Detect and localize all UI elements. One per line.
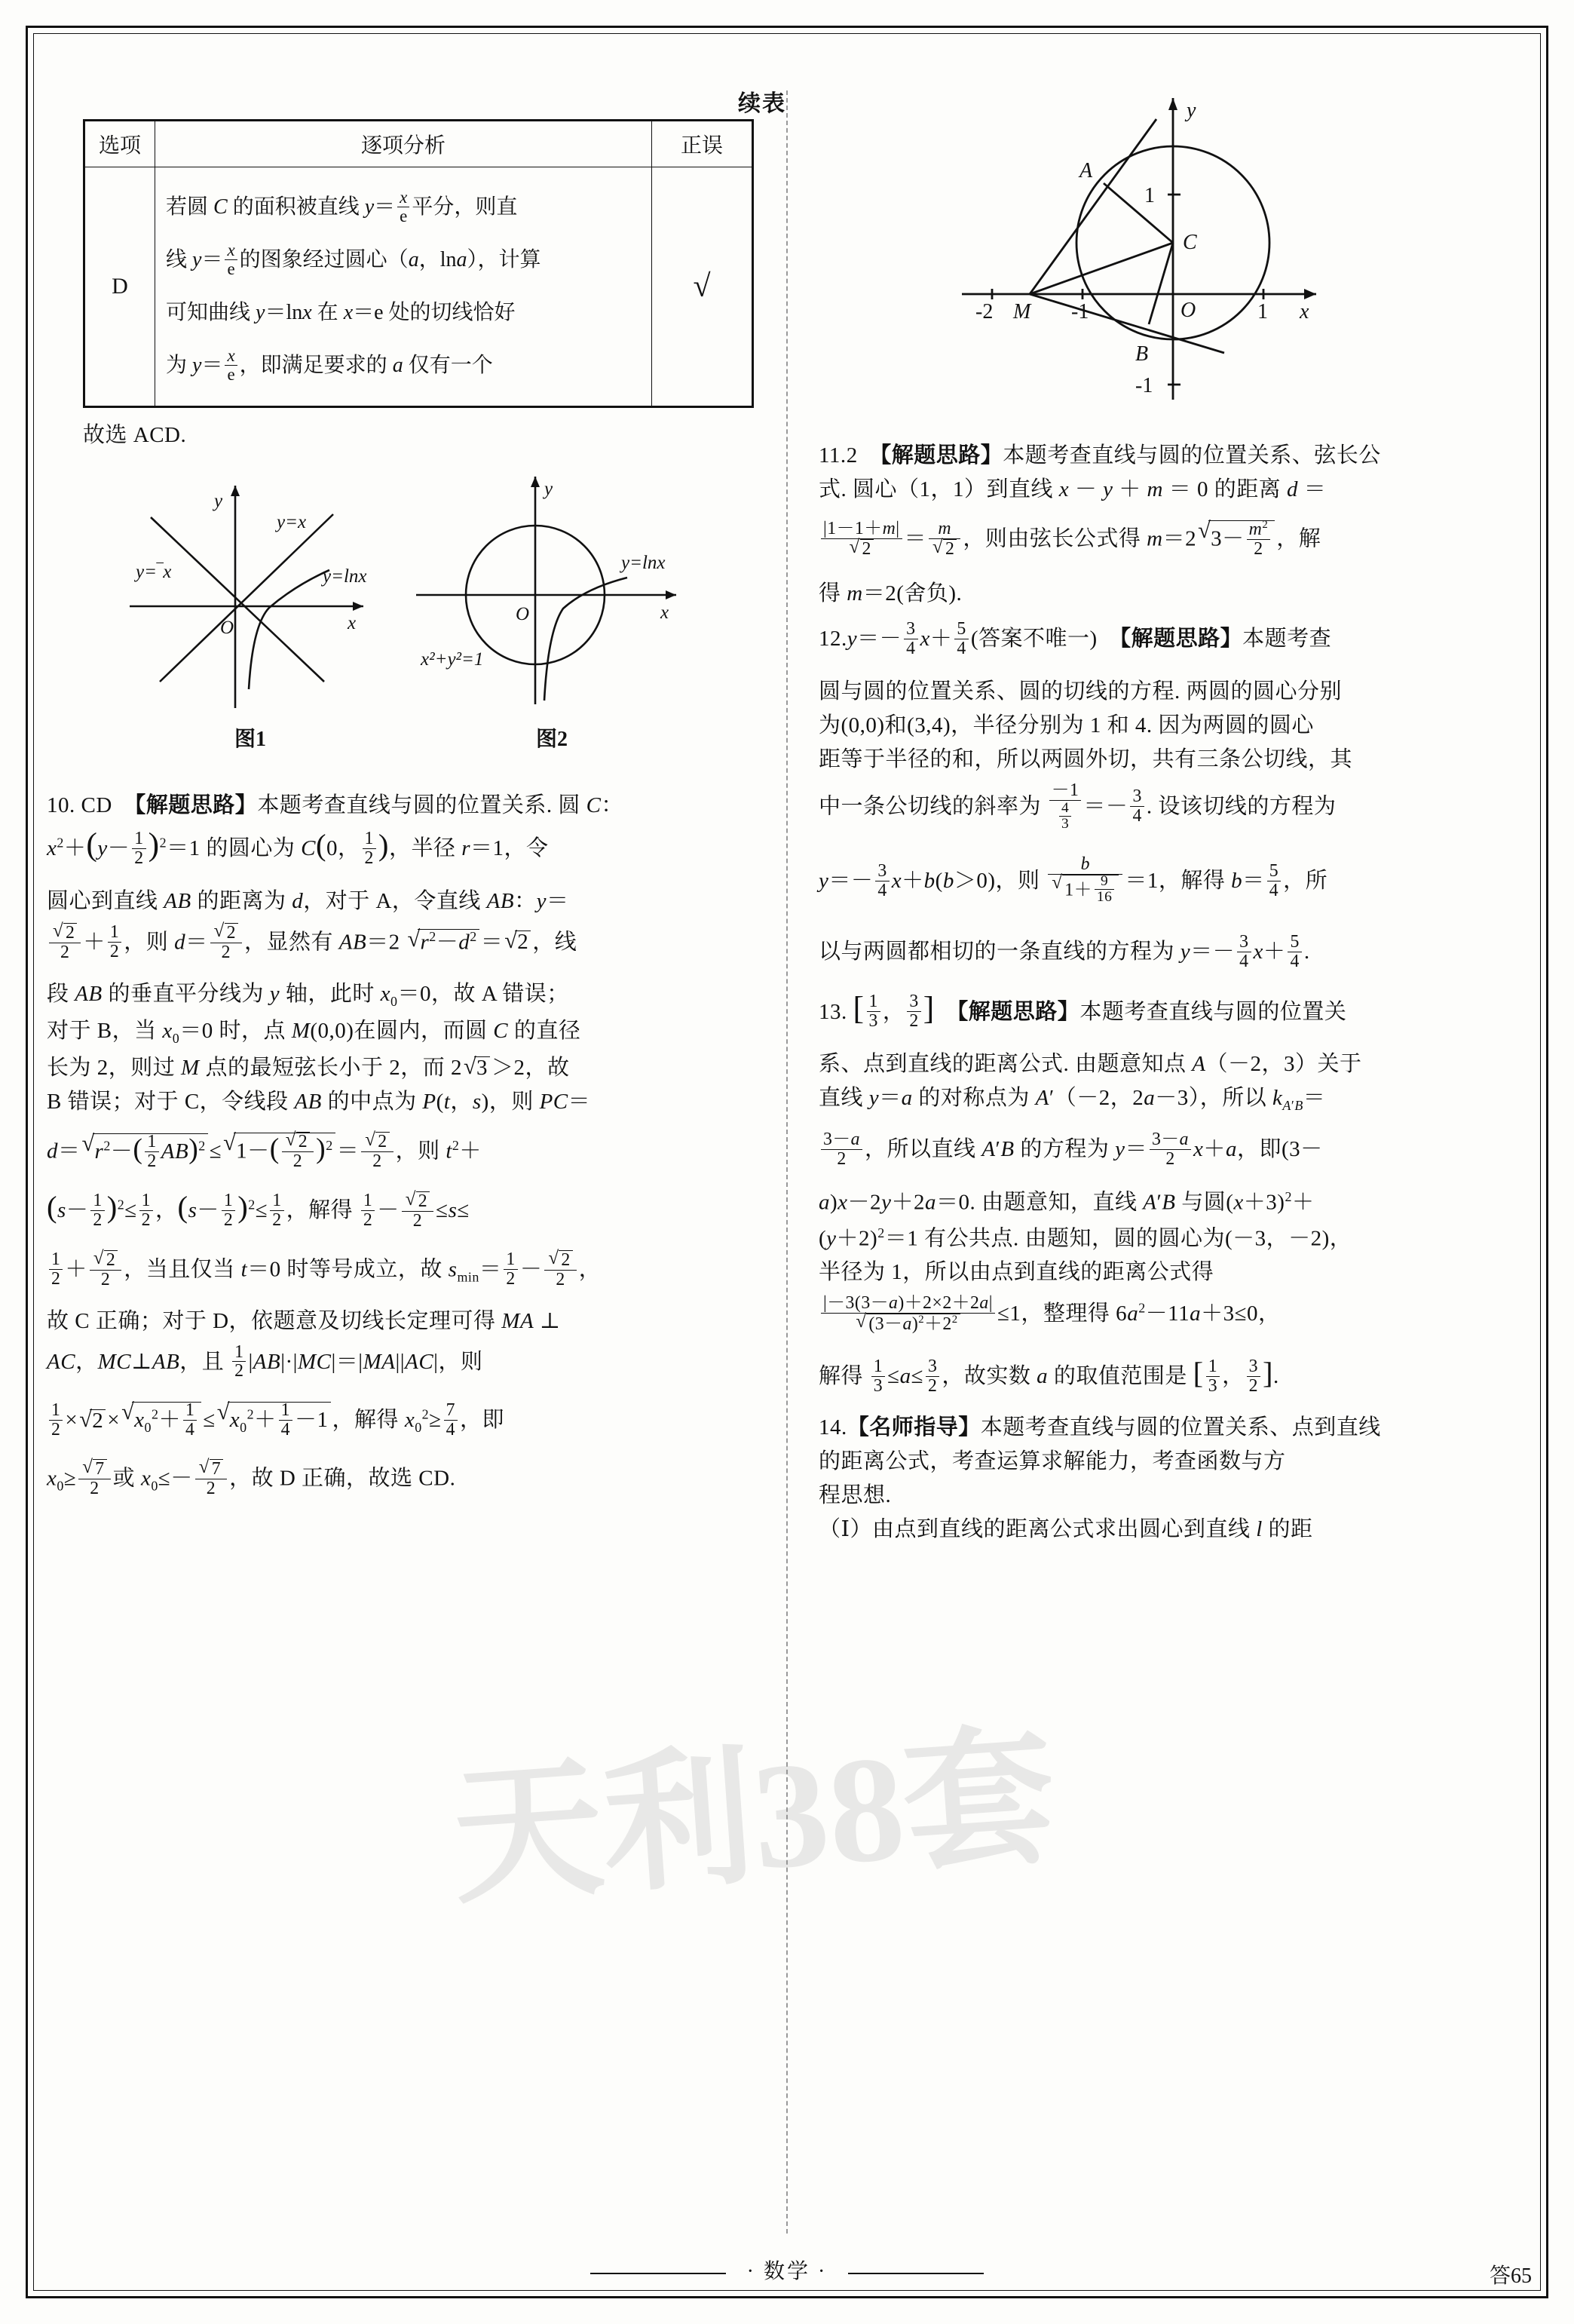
label-origin: O bbox=[220, 618, 234, 638]
analysis-line: 为 y＝ $\frac{x}{e}$ ，即满足要求的 a 仅有一个 bbox=[166, 345, 493, 385]
label-axis-y: y bbox=[1187, 99, 1196, 122]
y-tick-minus-1: -1 bbox=[1135, 374, 1153, 397]
p13-line: $(y+2)^2=1$ 有公共点. 由题知，圆的圆心为(－3，－2)， bbox=[819, 1225, 1352, 1251]
p12-tag: 【解题思路】 bbox=[1109, 627, 1243, 652]
p14-tag: 【名师指导】 bbox=[847, 1415, 981, 1440]
analysis-line: 线 y＝ $\frac{x}{e}$ 的图象经过圆心（a，lna），计算 bbox=[166, 240, 541, 279]
label-axis-x: x bbox=[660, 602, 669, 623]
footer-subject: · 数学 · bbox=[746, 2260, 828, 2283]
label-origin: O bbox=[1180, 299, 1196, 322]
p10-answer: CD bbox=[81, 793, 112, 817]
option-analysis-table bbox=[83, 119, 754, 408]
p13-line: 13. [ $\frac{1}{3}$ ， $\frac{3}{2}$ ] 【解题思路】本题考查直线与圆的位置关 bbox=[819, 989, 1347, 1032]
label-y-equals-lnx: y=lnx bbox=[621, 553, 666, 573]
label-point-c: C bbox=[1183, 231, 1197, 254]
right-column bbox=[819, 75, 1550, 1553]
p13-line: 直线 y＝a 的对称点为 A′（－2，2a－3），所以 $k_{A'B}=$ bbox=[819, 1086, 1326, 1114]
p10-line: AC，MC⊥AB，且 $\frac{1}{2}$ |AB|·|MC|＝|MA||AC|，则 bbox=[47, 1341, 483, 1381]
column-divider bbox=[786, 90, 788, 2234]
label-axis-x: x bbox=[1300, 300, 1309, 323]
p10-line: 长为 2，则过 M 点的最短弦长小于 2，而 2 √ 3 ＞2，故 bbox=[47, 1056, 778, 1079]
label-y-equals-lnx: y=lnx bbox=[323, 566, 367, 587]
p10-tag: 【解题思路】 bbox=[124, 793, 258, 817]
problem-12 bbox=[819, 618, 1550, 973]
label-origin: O bbox=[516, 604, 530, 624]
p10-line: 圆心到直线 AB 的距离为 d，对于 A，令直线 AB：y＝ bbox=[47, 888, 569, 913]
p10-line: 10. CD 【解题思路】本题考查直线与圆的位置关系. 圆 C： bbox=[47, 793, 623, 817]
p11-number: 11. bbox=[819, 443, 847, 468]
table-header-row bbox=[84, 121, 753, 167]
analysis-line: 可知曲线 y＝lnx 在 x＝e 处的切线恰好 bbox=[166, 301, 516, 324]
check-icon: √ bbox=[693, 269, 711, 304]
figure-2 bbox=[401, 463, 703, 753]
p10-line: B 错误；对于 C，令线段 AB 的中点为 P(t，s)，则 PC＝ bbox=[47, 1090, 591, 1114]
cell-analysis-d bbox=[155, 167, 652, 407]
p12-line: 距等于半径的和，所以两圆外切，共有三条公切线，其 bbox=[819, 747, 1353, 771]
cell-verdict-d bbox=[652, 167, 753, 407]
figure-2-graph bbox=[401, 463, 703, 719]
p11-line: 得 m＝2(舍负). bbox=[819, 581, 963, 606]
label-axis-y: y bbox=[544, 479, 553, 499]
p11-line: 11.2 【解题思路】本题考查直线与圆的位置关系、弦长公 bbox=[819, 443, 1381, 468]
p12-line: 为(0,0)和(3,4)，半径分别为 1 和 4. 因为两圆的圆心 bbox=[819, 713, 1314, 737]
problem-11 bbox=[819, 445, 1550, 605]
problem-14 bbox=[819, 1417, 1550, 1541]
p10-line: d＝ √ $r^2-$( $\frac{1}{2}$ AB)$^2$ ≤ √ 1－( √ $\frac{2}{2}$ )$^2$ ＝ √ $\frac{2}{2}$ ，则 $t^2+$ bbox=[47, 1133, 778, 1173]
p10-line: (s－ $\frac{1}{2}$ )$^2$≤ $\frac{1}{2}$ ，(s－ $\frac{1}{2}$ )$^2$≤ $\frac{1}{2}$ ，解得 $\frac{1}{2}$ － √ $\frac{2}{2}$ ≤s≤ bbox=[47, 1192, 778, 1231]
p10-line: √ $\frac{2}{2}$ ＋ $\frac{1}{2}$ ，则 d＝ √ $\frac{2}{2}$ ，显然有 AB＝2 √ $r^2-d^2$ ＝ √ 2 ，线 bbox=[47, 924, 778, 964]
p12-line: 中一条公切线的斜率为 $\frac{-1}{\frac{4}{3}}$ ＝－ $\frac{3}{4}$ . 设该切线的方程为 bbox=[819, 780, 1337, 832]
watermark: 天利38套 bbox=[446, 1713, 1061, 1923]
footer-rule-right bbox=[848, 2273, 984, 2274]
p10-line: 故 C 正确；对于 D，依题意及切线长定理可得 MA ⊥ bbox=[47, 1308, 561, 1333]
p10-line: 对于 B，当 $x_0=0$ 时，点 M(0,0)在圆内，而圆 C 的直径 bbox=[47, 1018, 581, 1046]
p10-line: $\frac{1}{2}$ ＋ √ $\frac{2}{2}$ ，当且仅当 t＝0 时等号成立，故 $s_{min}=$ $\frac{1}{2}$ － √ $\frac{2}{2}$ ， bbox=[47, 1252, 778, 1291]
conclusion-acd: 故选 ACD. bbox=[83, 423, 187, 447]
p14-line: （Ⅰ）由点到直线的距离公式求出圆心到直线 l 的距 bbox=[819, 1517, 1313, 1542]
figure-2-caption: 图2 bbox=[535, 728, 568, 751]
x-tick-minus-2: -2 bbox=[975, 300, 994, 323]
th-analysis: 逐项分析 bbox=[155, 121, 652, 167]
p12-line: 圆与圆的位置关系、圆的切线的方程. 两圆的圆心分别 bbox=[819, 679, 1343, 704]
th-verdict: 正误 bbox=[652, 121, 753, 167]
p14-number: 14. bbox=[819, 1415, 847, 1440]
p10-line: $\frac{1}{2}$ × √ 2 × √ $x_0^2+$ $\frac{1}{4}$ ≤ √ $x_0^2+$ $\frac{1}{4}$ －1 ，解得 $x_0^2\ge$ $\frac{7}{4}$ ，即 bbox=[47, 1402, 778, 1441]
label-y-equals-x: y=x bbox=[277, 512, 307, 532]
label-axis-y: y bbox=[214, 491, 223, 511]
footer-rule-left bbox=[590, 2273, 726, 2274]
p13-number: 13. bbox=[819, 999, 847, 1024]
left-column bbox=[47, 113, 778, 1512]
x-tick-minus-1: -1 bbox=[1071, 300, 1089, 323]
cell-option-d: D bbox=[84, 167, 155, 407]
p13-tag: 【解题思路】 bbox=[946, 999, 1080, 1024]
p13-line: 解得 $\frac{1}{3}$ ≤a≤ $\frac{3}{2}$ ，故实数 a 的取值范围是 [ $\frac{1}{3}$ ， $\frac{3}{2}$ ]. bbox=[819, 1356, 1279, 1397]
p14-line: 程思想. bbox=[819, 1483, 892, 1508]
label-axis-x: x bbox=[348, 613, 357, 633]
label-point-m: M bbox=[1013, 300, 1031, 323]
page-footer bbox=[0, 2255, 1574, 2285]
p14-line: 14.【名师指导】本题考查直线与圆的位置关系、点到直线 bbox=[819, 1415, 1381, 1440]
page-number: 答65 bbox=[1490, 2264, 1533, 2288]
table-row bbox=[84, 167, 753, 407]
p13-line: $\frac{3-a}{2}$ ，所以直线 A′B 的方程为 y＝ $\frac{3-a}{2}$ x＋a，即(3－ bbox=[819, 1132, 1550, 1170]
th-option: 选项 bbox=[84, 121, 155, 167]
p13-line: a)x－2y＋2a＝0. 由题意知，直线 A′B 与圆$(x+3)^2+$ bbox=[819, 1189, 1315, 1215]
p13-line: 半径为 1，所以由点到直线的距离公式得 bbox=[819, 1260, 1214, 1285]
p12-line: 12.y＝－ $\frac{3}{4}$ x＋ $\frac{5}{4}$ (答案不唯一) 【解题思路】本题考查 bbox=[819, 618, 1332, 658]
geometry-figure-graph bbox=[947, 75, 1339, 430]
p10-line: $x_0\ge$ √ $\frac{7}{2}$ 或 $x_0\le-$ √ $\frac{7}{2}$ ，故 D 正确，故选 CD. bbox=[47, 1461, 778, 1500]
label-point-b: B bbox=[1135, 342, 1149, 366]
label-point-a: A bbox=[1079, 159, 1093, 182]
continued-table-label: 续表 bbox=[738, 91, 786, 116]
p12-line: y＝－ $\frac{3}{4}$ x＋b(b＞0)，则 b √ 1＋ $\frac{9}{16}$ ＝1，解得 b＝ $\frac{5}{4}$ ，所 bbox=[819, 857, 1550, 909]
p13-line: 系、点到直线的距离公式. 由题意知点 A（－2，3）关于 bbox=[819, 1052, 1362, 1077]
figure-1-graph bbox=[115, 463, 386, 719]
p10-line: 段 AB 的垂直平分线为 y 轴，此时 $x_0=0$，故 A 错误； bbox=[47, 981, 569, 1009]
figure-1 bbox=[115, 463, 386, 753]
p11-tag: 【解题思路】 bbox=[869, 443, 1003, 468]
geometry-figure bbox=[947, 75, 1550, 430]
figure-1-caption: 图1 bbox=[234, 728, 266, 751]
p10-line: $x^2+(y-$ $\frac{1}{2}$ )$^2$＝1 的圆心为 C(0， $\frac{1}{2}$ )，半径 r＝1，令 bbox=[47, 826, 549, 868]
x-tick-1: 1 bbox=[1257, 300, 1268, 323]
problem-13 bbox=[819, 989, 1550, 1398]
p12-number: 12. bbox=[819, 627, 847, 652]
p11-answer: 2 bbox=[846, 443, 858, 468]
p12-line: 以与两圆都相切的一条直线的方程为 y＝－ $\frac{3}{4}$ x＋ $\frac{5}{4}$ . bbox=[819, 931, 1310, 971]
p10-number: 10. bbox=[47, 793, 75, 817]
p11-line: 式. 圆心（1，1）到直线 x － y ＋ m ＝ 0 的距离 d ＝ bbox=[819, 477, 1327, 501]
p11-line: |1－1＋m| √ 2 ＝ m √ 2 ，则由弦长公式得 m＝2 √ 3－ $\frac{m^2}{2}$ ，解 bbox=[819, 520, 1550, 560]
problem-10 bbox=[47, 795, 778, 1500]
label-y-equals-minus-x: y=‾x bbox=[136, 562, 172, 582]
label-circle-equation: x²+y²=1 bbox=[421, 649, 484, 670]
figures-row bbox=[47, 463, 778, 787]
p13-line: |－3(3－a)＋2×2＋2a| √ $(3-a)^2+2^2$ ≤1，整理得 $6a^2-11a+3\le 0$， bbox=[819, 1295, 1550, 1335]
analysis-line: 若圆 C 的面积被直线 y＝ $\frac{x}{e}$ 平分，则直 bbox=[166, 187, 518, 226]
y-tick-1: 1 bbox=[1144, 184, 1155, 207]
p14-line: 的距离公式，考查运算求解能力，考查函数与方 bbox=[819, 1449, 1286, 1474]
